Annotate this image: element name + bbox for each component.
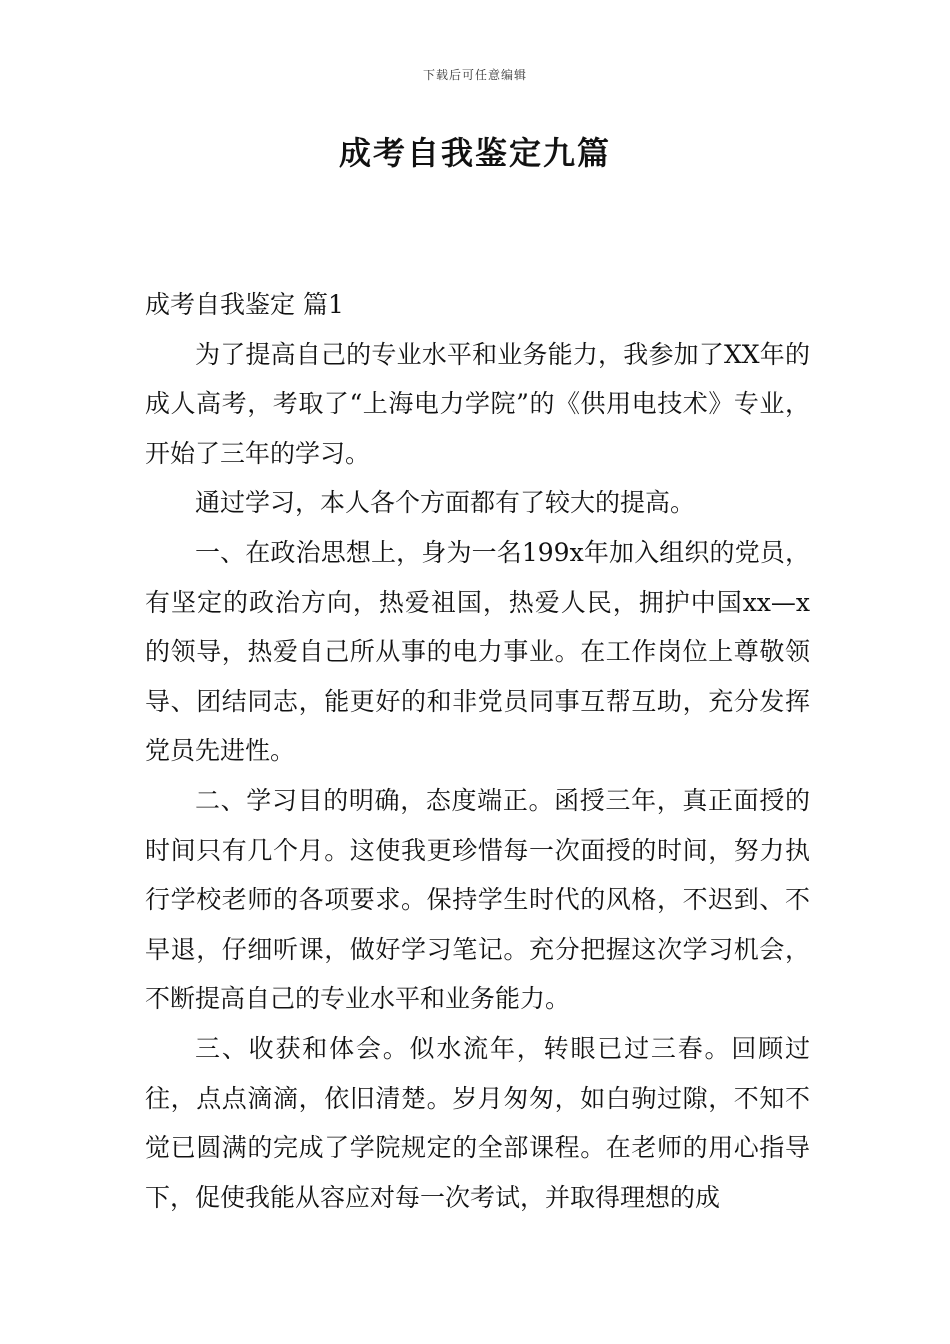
header-note: 下载后可任意编辑 (422, 68, 527, 82)
document-title: 成考自我鉴定九篇 (338, 134, 611, 172)
paragraph-summary: 通过学习，本人各个方面都有了较大的提高。 (195, 488, 696, 518)
paragraph-politics: 一、在政治思想上，身为一名199x年加入组织的党员，有坚定的政治方向，热爱祖国，热爱人民，拥护中国xx—x的领导，热爱自己所从事的电力事业。在工作岗位上尊敬领导、团结同志，能更好的和非党员同事互帮互助，充分发挥党员先进性。 (145, 537, 810, 766)
paragraph-study: 二、学习目的明确，态度端正。函授三年，真正面授的时间只有几个月。这使我更珍惜每一次面授的时间，努力执行学校老师的各项要求。保持学生时代的风格，不迟到、不早退，仔细听课，做好学习笔记。充分把握这次学习机会，不断提高自己的专业水平和业务能力。 (145, 785, 810, 1014)
paragraph-gains: 三、收获和体会。似水流年，转眼已过三春。回顾过往，点点滴滴，依旧清楚。岁月匆匆，如白驹过隙，不知不觉已圆满的完成了学院规定的全部课程。在老师的用心指导下，促使我能从容应对每一次考试，并取得理想的成 (145, 1033, 810, 1212)
paragraph-intro: 为了提高自己的专业水平和业务能力，我参加了XX年的成人高考，考取了“上海电力学院”的《供用电技术》专业，开始了三年的学习。 (145, 339, 810, 468)
section-heading: 成考自我鉴定 篇1 (145, 290, 344, 319)
document-body (145, 280, 810, 1222)
